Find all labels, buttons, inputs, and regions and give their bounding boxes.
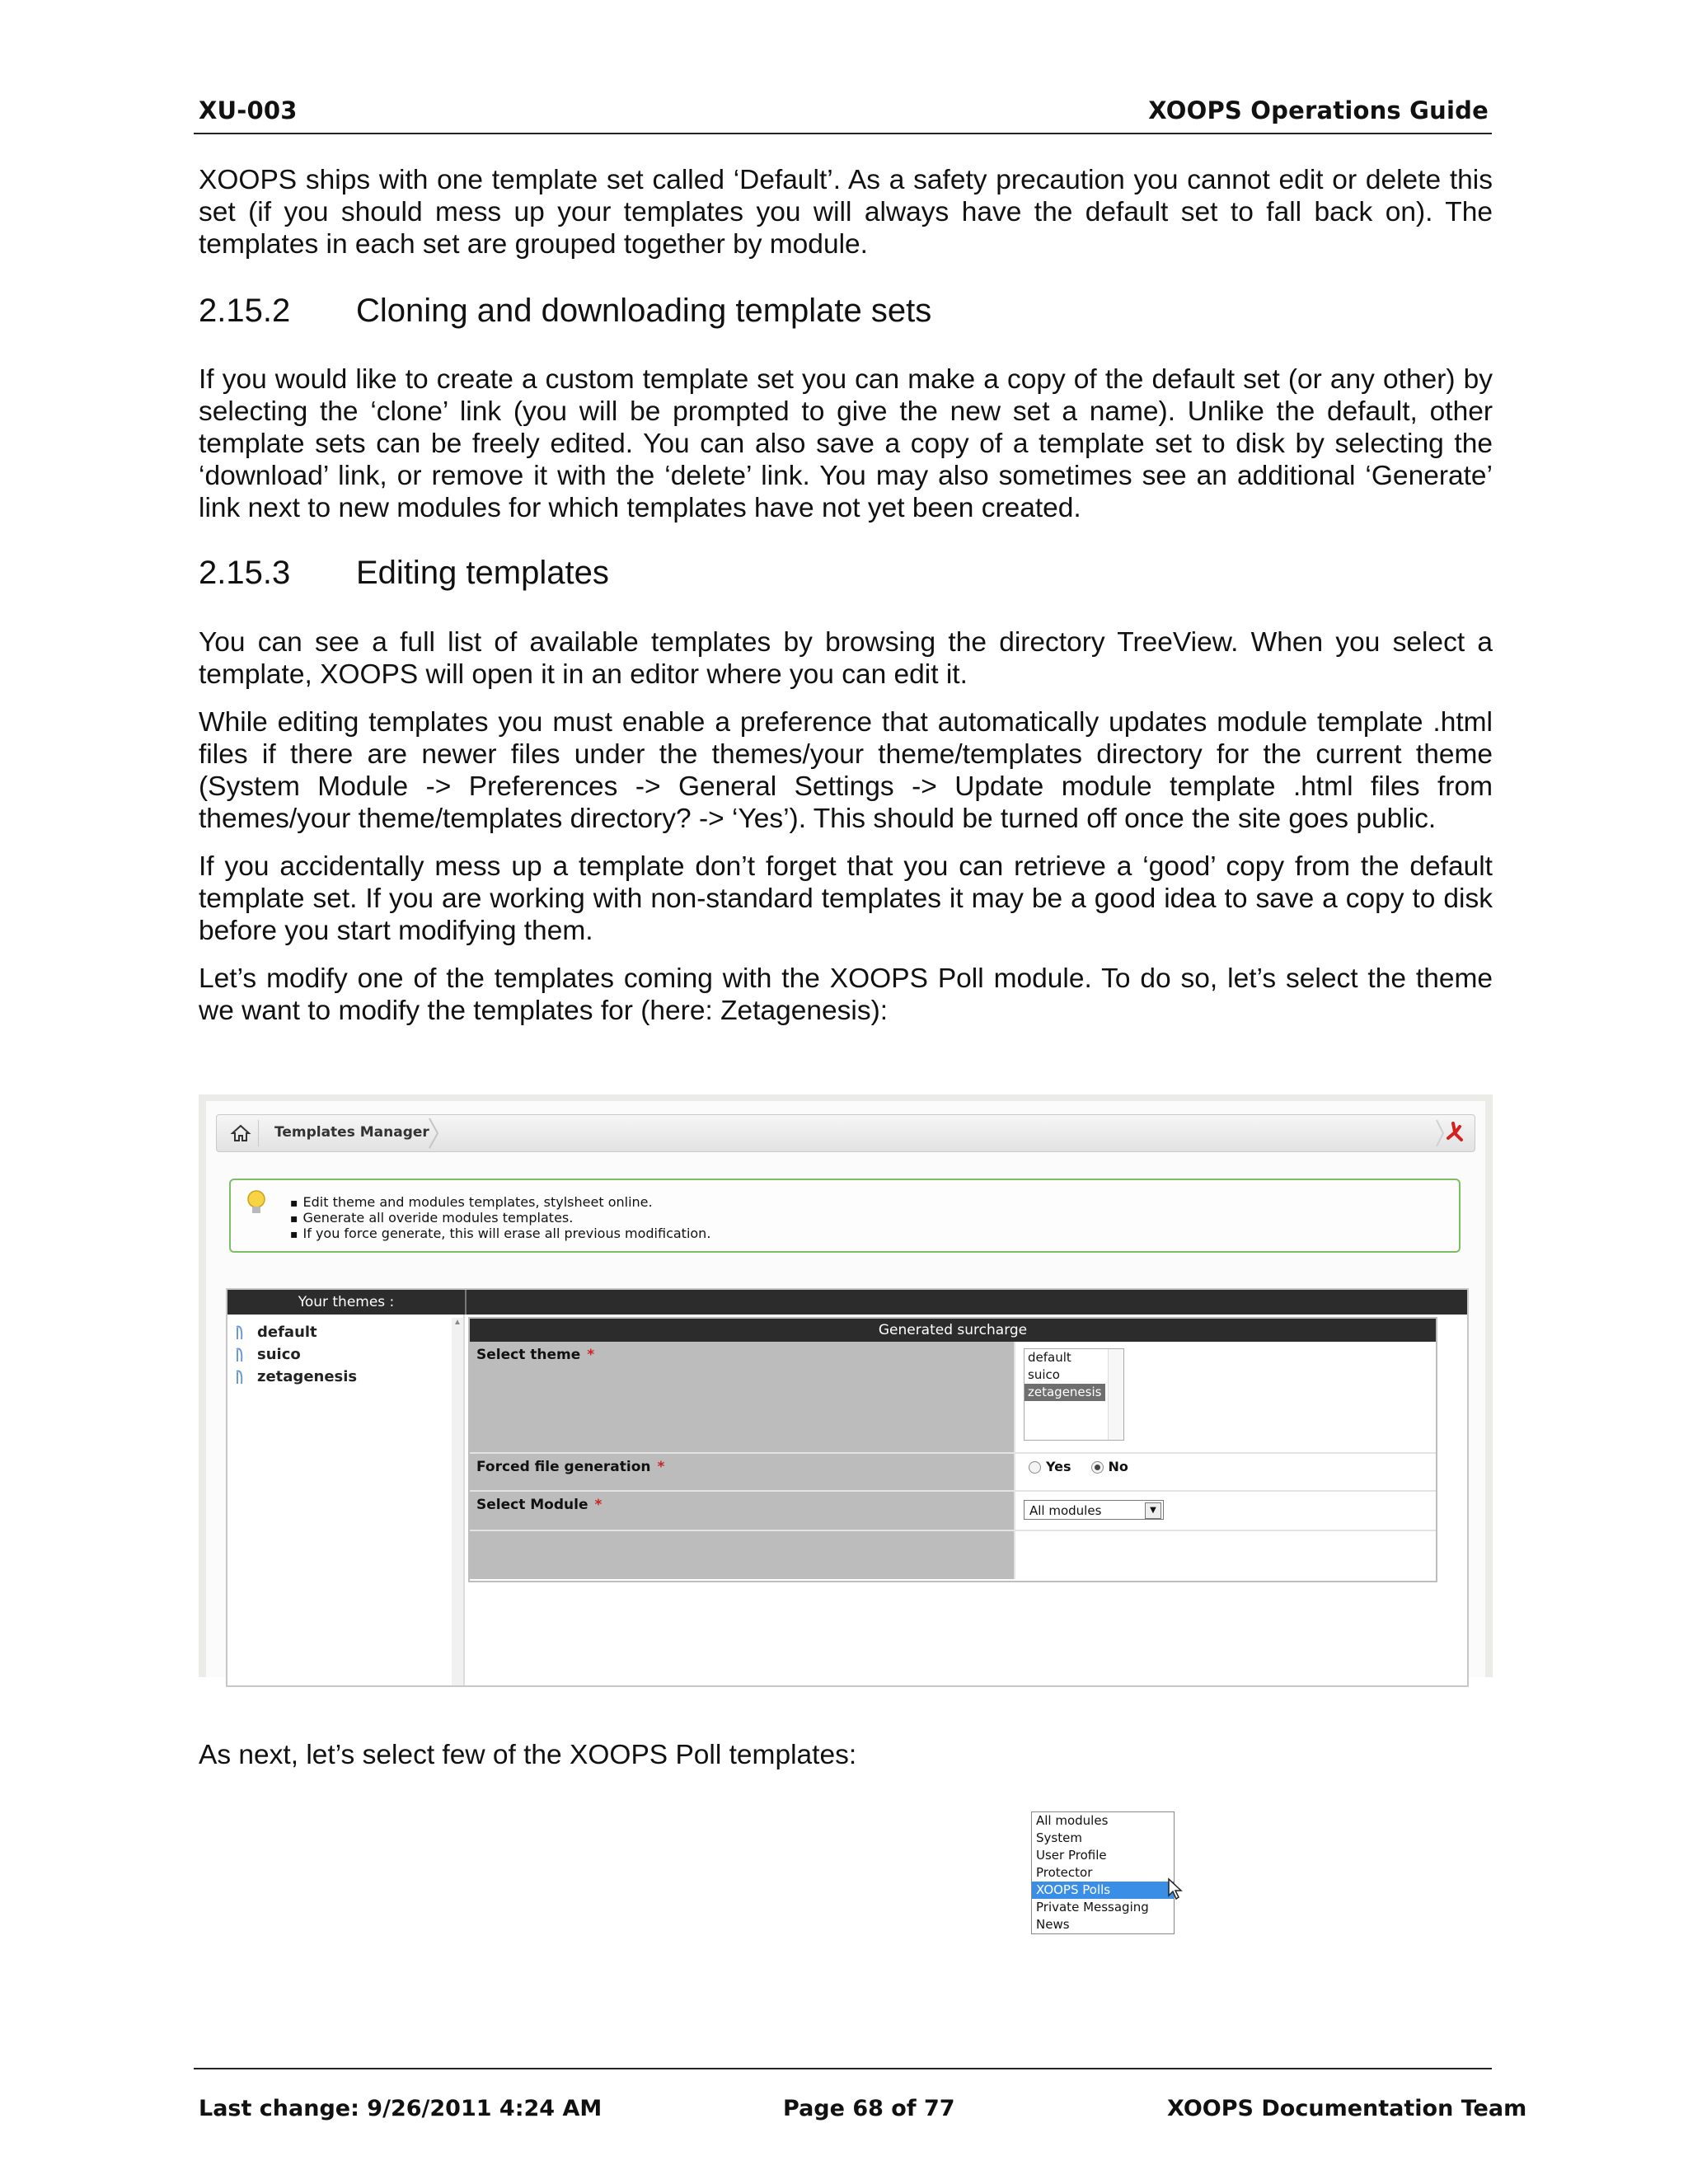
module-dropdown <box>1031 1811 1175 1934</box>
folder-icon <box>234 1324 249 1341</box>
heading-2-15-2 <box>199 293 931 330</box>
module-option[interactable]: User Profile <box>1036 1848 1107 1863</box>
heading-title: Cloning and downloading template sets <box>356 293 932 329</box>
select-theme-label <box>470 1342 1015 1452</box>
paragraph-7: As next, let’s select few of the XOOPS Poll templates: <box>199 1740 857 1770</box>
module-select[interactable] <box>1024 1500 1164 1520</box>
forced-generation-label <box>470 1454 1015 1490</box>
heading-2-15-3 <box>199 555 609 592</box>
theme-item-suico[interactable] <box>234 1343 357 1366</box>
row-forced-generation <box>470 1454 1436 1492</box>
tips-box <box>229 1179 1461 1253</box>
generated-surcharge-form <box>468 1317 1437 1582</box>
breadcrumb <box>216 1114 1475 1152</box>
tree-scrollbar[interactable] <box>452 1318 463 1685</box>
label-text: Forced file generation <box>476 1459 651 1475</box>
paragraph-5: If you accidentally mess up a template don’t forget that you can retrieve a ‘good’ copy from the default template set. If you are working with non-standard templates it may be a good idea to save a copy to disk before you start modifying them. <box>199 851 1493 946</box>
required-mark: * <box>587 1347 595 1363</box>
doc-id: XU-003 <box>199 96 298 124</box>
theme-option[interactable]: default <box>1028 1350 1071 1365</box>
listbox-scrollbar[interactable] <box>1108 1349 1123 1440</box>
radio-yes-icon[interactable] <box>1029 1461 1041 1474</box>
module-option[interactable]: Protector <box>1036 1865 1093 1880</box>
paragraph-4: While editing templates you must enable a preference that automatically updates module template .html files if there are newer files under the themes/your theme/templates directory for the current theme (System Module -> Preferences -> General Settings -> Update module template .html files from themes/your theme/templates directory? -> ‘Yes’). This should be turned off once the site goes public. <box>199 707 1493 834</box>
themes-header: Your themes : <box>227 1290 467 1315</box>
empty-value <box>1019 1531 1436 1579</box>
select-theme-value <box>1019 1342 1436 1452</box>
label-text: Select Module <box>476 1497 588 1513</box>
chevron-down-icon[interactable]: ▼ <box>1145 1502 1161 1519</box>
theme-item-zetagenesis[interactable] <box>234 1366 357 1388</box>
breadcrumb-separator-icon <box>428 1117 439 1150</box>
footer-page-number: Page 68 of 77 <box>783 2096 955 2121</box>
paragraph-2: If you would like to create a custom template set you can make a copy of the default set (or any other) by selecting the ‘clone’ link (you will be prompted to give the new set a name). Unlike the default, other template sets can be freely edited. You can also save a copy of a template set to disk by selecting the ‘download’ link, or remove it with the ‘delete’ link. You may also sometimes see an additional ‘Generate’ link next to new modules for which templates have not yet been created. <box>199 364 1493 523</box>
theme-label: default <box>257 1324 317 1341</box>
tip-item: ▪ Edit theme and modules templates, stylsheet online. <box>290 1195 710 1211</box>
editor-header <box>467 1290 1467 1315</box>
forced-radio-group <box>1029 1459 1128 1474</box>
tip-item: ▪ Generate all overide modules templates. <box>290 1211 710 1226</box>
doc-title: XOOPS Operations Guide <box>1148 96 1489 124</box>
module-option[interactable]: System <box>1036 1830 1082 1845</box>
label-text: Select theme <box>476 1347 581 1363</box>
xoops-logo-icon <box>1435 1118 1468 1148</box>
folder-icon <box>234 1347 249 1363</box>
mouse-cursor-icon <box>1167 1877 1184 1900</box>
page-header <box>194 96 1492 134</box>
module-option-highlighted[interactable]: XOOPS Polls <box>1032 1882 1174 1899</box>
footer-rule <box>194 2068 1492 2069</box>
heading-title: Editing templates <box>356 555 609 591</box>
breadcrumb-templates-manager[interactable]: Templates Manager <box>274 1124 429 1141</box>
empty-label <box>470 1531 1015 1579</box>
theme-tree <box>234 1321 357 1388</box>
theme-option-selected[interactable]: zetagenesis <box>1025 1384 1105 1401</box>
radio-yes-label: Yes <box>1046 1459 1071 1474</box>
radio-no-label: No <box>1108 1459 1128 1474</box>
radio-yes[interactable] <box>1029 1459 1071 1474</box>
heading-number: 2.15.2 <box>199 293 291 329</box>
panel-divider <box>463 1315 465 1685</box>
tip-item: ▪ If you force generate, this will erase all previous modification. <box>290 1226 710 1242</box>
row-select-module <box>470 1492 1436 1531</box>
select-module-value <box>1019 1492 1436 1530</box>
footer-team: XOOPS Documentation Team <box>1167 2096 1527 2121</box>
theme-item-default[interactable] <box>234 1321 357 1343</box>
required-mark: * <box>657 1459 665 1475</box>
form-title: Generated surcharge <box>470 1319 1436 1342</box>
module-select-value: All modules <box>1029 1503 1102 1518</box>
module-option[interactable]: All modules <box>1036 1813 1109 1828</box>
select-module-label <box>470 1492 1015 1530</box>
footer-last-change: Last change: 9/26/2011 4:24 AM <box>199 2096 603 2121</box>
theme-label: zetagenesis <box>257 1368 358 1385</box>
paragraph-3: You can see a full list of available templates by browsing the directory TreeView. When you select a template, XOOPS will open it in an editor where you can edit it. <box>199 627 1493 690</box>
theme-label: suico <box>257 1346 301 1363</box>
radio-no-icon[interactable] <box>1091 1461 1104 1474</box>
module-option[interactable]: Private Messaging <box>1036 1900 1149 1915</box>
home-icon[interactable] <box>223 1120 259 1146</box>
module-option[interactable]: News <box>1036 1917 1070 1932</box>
theme-option[interactable]: suico <box>1028 1367 1060 1382</box>
radio-no[interactable] <box>1091 1459 1128 1474</box>
tips-list <box>290 1195 710 1242</box>
lightbulb-icon <box>244 1188 269 1218</box>
forced-generation-value <box>1019 1454 1436 1490</box>
theme-listbox[interactable] <box>1024 1348 1124 1441</box>
folder-icon <box>234 1369 249 1385</box>
row-empty <box>470 1531 1436 1579</box>
paragraph-6: Let’s modify one of the templates coming with the XOOPS Poll module. To do so, let’s select the theme we want to modify the templates for (here: Zetagenesis): <box>199 963 1493 1026</box>
heading-number: 2.15.3 <box>199 555 291 591</box>
paragraph-1: XOOPS ships with one template set called ‘Default’. As a safety precaution you cannot edit or delete this set (if you should mess up your templates you will always have the default set to fall back on). The templates in each set are grouped together by module. <box>199 165 1493 260</box>
required-mark: * <box>594 1497 603 1513</box>
row-select-theme <box>470 1342 1436 1454</box>
